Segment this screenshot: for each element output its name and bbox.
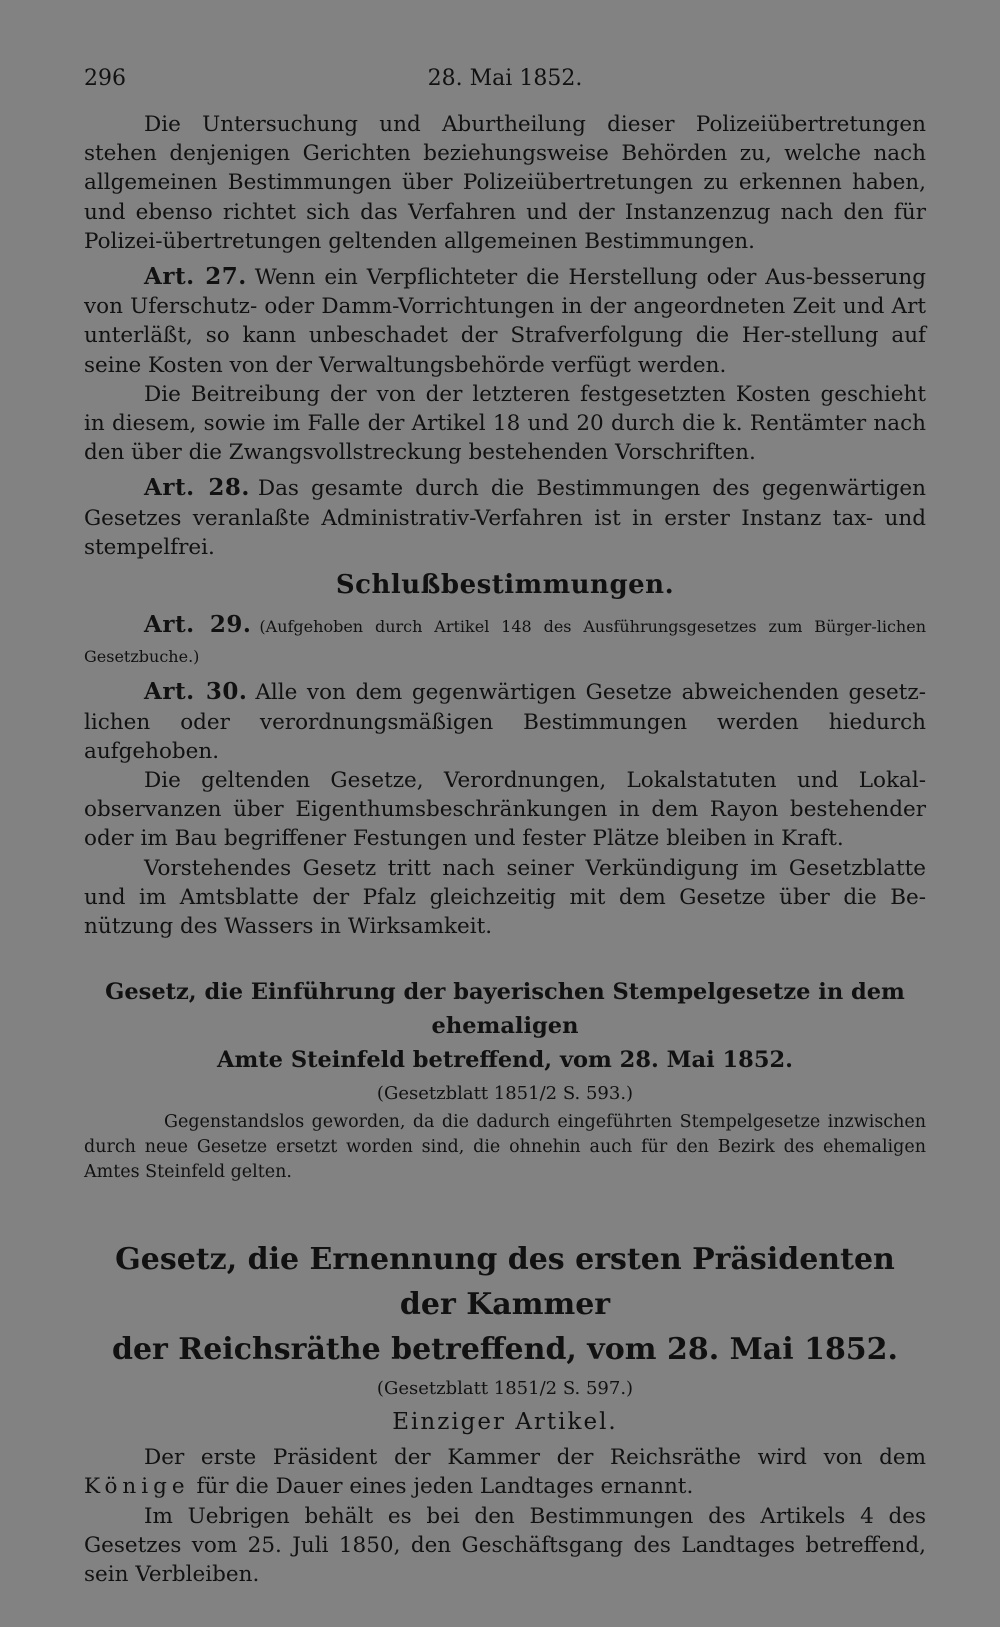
article-30-label: Art. 30. — [144, 678, 248, 706]
article-28-text: Das gesamte durch die Bestimmungen des gegenwärtigen Gesetzes veranlaßte Administrativ-Verfahren ist in erster Instanz tax- und stempelfrei. — [84, 476, 926, 560]
law-2-note: Gegenstandslos geworden, da die dadurch eingeführten Stempelgesetze inzwischen durch neue Gesetze ersetzt worden sind, die ohnehin auch für den Bezirk des ehemaligen Amtes Steinfeld gelten. — [84, 1112, 926, 1183]
single-article-heading: Einziger Artikel. — [392, 1409, 618, 1436]
law-2-source: (Gesetzblatt 1851/2 S. 593.) — [376, 1083, 634, 1105]
law-3-source: (Gesetzblatt 1851/2 S. 597.) — [376, 1378, 634, 1400]
law-3-text-2: Im Uebrigen behält es bei den Bestimmungen des Artikels 4 des Gesetzes vom 25. Juli 1850, den Geschäftsgang des Landtages betreffend, sein Verbleiben. — [84, 1503, 926, 1588]
article-30-text: Alle von dem gegenwärtigen Gesetze abweichenden gesetz-lichen oder verordnungsmäßigen Bestimmungen werden hiedurch aufgehoben. — [84, 680, 926, 764]
article-27-label: Art. 27. — [144, 263, 247, 291]
article-29-label: Art. 29. — [144, 611, 252, 639]
article-29 — [84, 610, 926, 671]
page-number: 296 — [84, 66, 126, 91]
law-3-koenige: Könige — [84, 1474, 190, 1500]
law-2-title-line-1: Gesetz, die Einführung der bayerischen Stempelgesetze in dem ehemaligen — [105, 979, 905, 1040]
article-28 — [84, 473, 926, 562]
law-3-text-1 — [84, 1443, 926, 1501]
article-30 — [84, 677, 926, 766]
document-page — [84, 66, 926, 1589]
running-head — [84, 66, 926, 110]
article-27-text-2: Die Beitreibung der von der letzteren festgesetzten Kosten geschieht in diesem, sowie im Falle der Artikel 18 und 20 durch die k. Rentämter nach den über die Zwangsvollstreckung bestehenden Vorschriften. — [84, 381, 926, 466]
article-27 — [84, 262, 926, 380]
article-30-text-2: Die geltenden Gesetze, Verordnungen, Lokalstatuten und Lokal-observanzen über Eigenthumsbeschränkungen in dem Rayon bestehender oder im Bau begriffener Festungen und fester Plätze bleiben in Kraft. — [84, 768, 926, 852]
law-3-title-line-1: Gesetz, die Ernennung des ersten Präsidenten der Kammer — [115, 1242, 895, 1323]
final-provisions-heading: Schlußbestimmungen. — [335, 570, 675, 601]
law-3-title-line-2: der Reichsräthe betreffend, vom 28. Mai 1852. — [111, 1332, 899, 1368]
article-28-label: Art. 28. — [144, 474, 250, 502]
law-3-text-1a: Der erste Präsident der Kammer der Reichsräthe wird von dem — [144, 1445, 926, 1471]
article-29-text: (Aufgehoben durch Artikel 148 des Ausführungsgesetzes zum Bürger-lichen Gesetzbuche.) — [84, 617, 927, 667]
article-27-text: Wenn ein Verpflichteter die Herstellung oder Aus-besserung von Uferschutz- oder Damm-Vorrichtungen in der angeordneten Zeit und Art unterläßt, so kann unbeschadet der Strafverfolgung die Her-stellung auf seine Kosten von der Verwaltungsbehörde verfügt werden. — [84, 265, 926, 378]
law-3-text-1b: für die Dauer eines jeden Landtages ernannt. — [196, 1474, 694, 1500]
article-30-text-3: Vorstehendes Gesetz tritt nach seiner Verkündigung im Gesetzblatte und im Amtsblatte der Pfalz gleichzeitig mit dem Gesetze über die Be-nützung des Wassers in Wirksamkeit. — [84, 855, 926, 940]
paragraph-intro: Die Untersuchung und Aburtheilung dieser Polizeiübertretungen stehen denjenigen Gerichten beziehungsweise Behörden zu, welche nach allgemeinen Bestimmungen über Polizeiübertretungen zu erkennen haben, und ebenso richtet sich das Verfahren und der Instanzenzug nach den für Polizei-übertretungen geltenden allgemeinen Bestimmungen. — [84, 112, 926, 254]
law-2-title-line-2: Amte Steinfeld betreffend, vom 28. Mai 1852. — [217, 1047, 793, 1074]
page-date: 28. Mai 1852. — [427, 66, 583, 91]
